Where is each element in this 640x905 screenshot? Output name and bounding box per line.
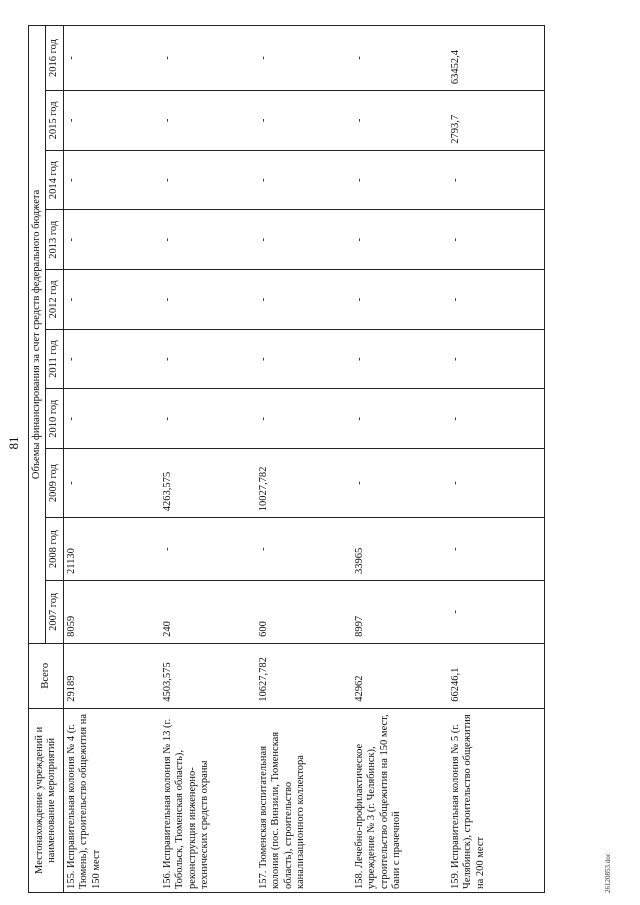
row-year-value: - xyxy=(256,518,352,581)
row-total: 10627,782 xyxy=(256,643,352,708)
row-year-value: - xyxy=(256,270,352,330)
row-year-value: - xyxy=(160,518,256,581)
row-year-value: 600 xyxy=(256,581,352,644)
row-year-value: 2793,7 xyxy=(448,91,545,151)
table-row xyxy=(256,26,352,893)
row-year-value: 8997 xyxy=(352,581,448,644)
row-year-value: - xyxy=(63,329,160,389)
row-year-value: - xyxy=(448,449,545,518)
row-year-value: - xyxy=(448,389,545,449)
row-year-value: - xyxy=(256,329,352,389)
row-year-value: - xyxy=(160,150,256,210)
row-total: 29189 xyxy=(63,643,160,708)
header-year: 2010 год xyxy=(46,389,63,449)
row-year-value: - xyxy=(160,91,256,151)
row-year-value: - xyxy=(160,389,256,449)
row-year-value: - xyxy=(63,150,160,210)
row-year-value: 4263,575 xyxy=(160,449,256,518)
row-year-value: - xyxy=(63,91,160,151)
row-year-value: - xyxy=(256,389,352,449)
header-total: Всего xyxy=(29,643,64,708)
row-institution-name: 155. Исправительная колония № 4 (г. Тюмень), строительство общежития на 150 мест xyxy=(63,708,160,892)
row-year-value: - xyxy=(256,91,352,151)
header-year: 2016 год xyxy=(46,26,63,91)
page-number: 81 xyxy=(6,436,21,450)
header-year: 2012 год xyxy=(46,270,63,330)
row-institution-name: 159. Исправительная колония № 5 (г. Челябинск), строительство общежития на 200 мест xyxy=(448,708,545,892)
header-year: 2013 год xyxy=(46,210,63,270)
row-year-value: - xyxy=(63,26,160,91)
table-row xyxy=(63,26,160,893)
row-year-value: - xyxy=(63,210,160,270)
row-year-value: - xyxy=(160,329,256,389)
row-year-value: 10027,782 xyxy=(256,449,352,518)
table-row xyxy=(352,26,448,893)
row-year-value: - xyxy=(352,329,448,389)
row-institution-name: 158. Лечебно-профилактическое учреждение № 3 (г. Челябинск), строительство общежития на 150 мест, бани с прачечной xyxy=(352,708,448,892)
financing-table xyxy=(28,25,545,893)
row-year-value: - xyxy=(256,210,352,270)
row-year-value: - xyxy=(352,270,448,330)
row-total: 4503,575 xyxy=(160,643,256,708)
row-year-value: - xyxy=(352,210,448,270)
table-row xyxy=(160,26,256,893)
row-year-value: - xyxy=(160,210,256,270)
row-year-value: 33965 xyxy=(352,518,448,581)
row-institution-name: 157. Тюменская воспитательная колония (пос. Винзили, Тюменская область), строительство канализационного коллектора xyxy=(256,708,352,892)
document-filename: 26120853.doc xyxy=(604,853,612,893)
row-year-value: - xyxy=(63,270,160,330)
header-year: 2014 год xyxy=(46,150,63,210)
header-year: 2011 год xyxy=(46,329,63,389)
row-year-value: - xyxy=(448,581,545,644)
row-year-value: 240 xyxy=(160,581,256,644)
row-year-value: - xyxy=(63,389,160,449)
row-year-value: - xyxy=(448,270,545,330)
header-year: 2007 год xyxy=(46,581,63,644)
row-year-value: - xyxy=(160,270,256,330)
row-year-value: - xyxy=(63,449,160,518)
row-year-value: - xyxy=(256,150,352,210)
header-funding-group: Объемы финансирования за счет средств федерального бюджета xyxy=(29,26,46,644)
row-year-value: 21130 xyxy=(63,518,160,581)
row-year-value: - xyxy=(448,210,545,270)
row-year-value: - xyxy=(352,389,448,449)
row-year-value: - xyxy=(256,26,352,91)
row-total: 42962 xyxy=(352,643,448,708)
header-year: 2015 год xyxy=(46,91,63,151)
row-year-value: - xyxy=(352,91,448,151)
row-total: 66246,1 xyxy=(448,643,545,708)
row-year-value: - xyxy=(160,26,256,91)
row-year-value: - xyxy=(448,518,545,581)
table-row xyxy=(448,26,545,893)
row-year-value: - xyxy=(352,449,448,518)
row-year-value: 63452,4 xyxy=(448,26,545,91)
row-year-value: 8059 xyxy=(63,581,160,644)
row-year-value: - xyxy=(352,150,448,210)
row-year-value: - xyxy=(448,329,545,389)
header-year: 2008 год xyxy=(46,518,63,581)
table-body xyxy=(63,26,544,893)
row-year-value: - xyxy=(352,26,448,91)
row-year-value: - xyxy=(448,150,545,210)
row-institution-name: 156. Исправительная колония № 13 (г. Тобольск, Тюменская область), реконструкция инженерно-технических средств охраны xyxy=(160,708,256,892)
header-name: Местонахождение учреждений и наименование мероприятий xyxy=(29,708,64,892)
header-year: 2009 год xyxy=(46,449,63,518)
